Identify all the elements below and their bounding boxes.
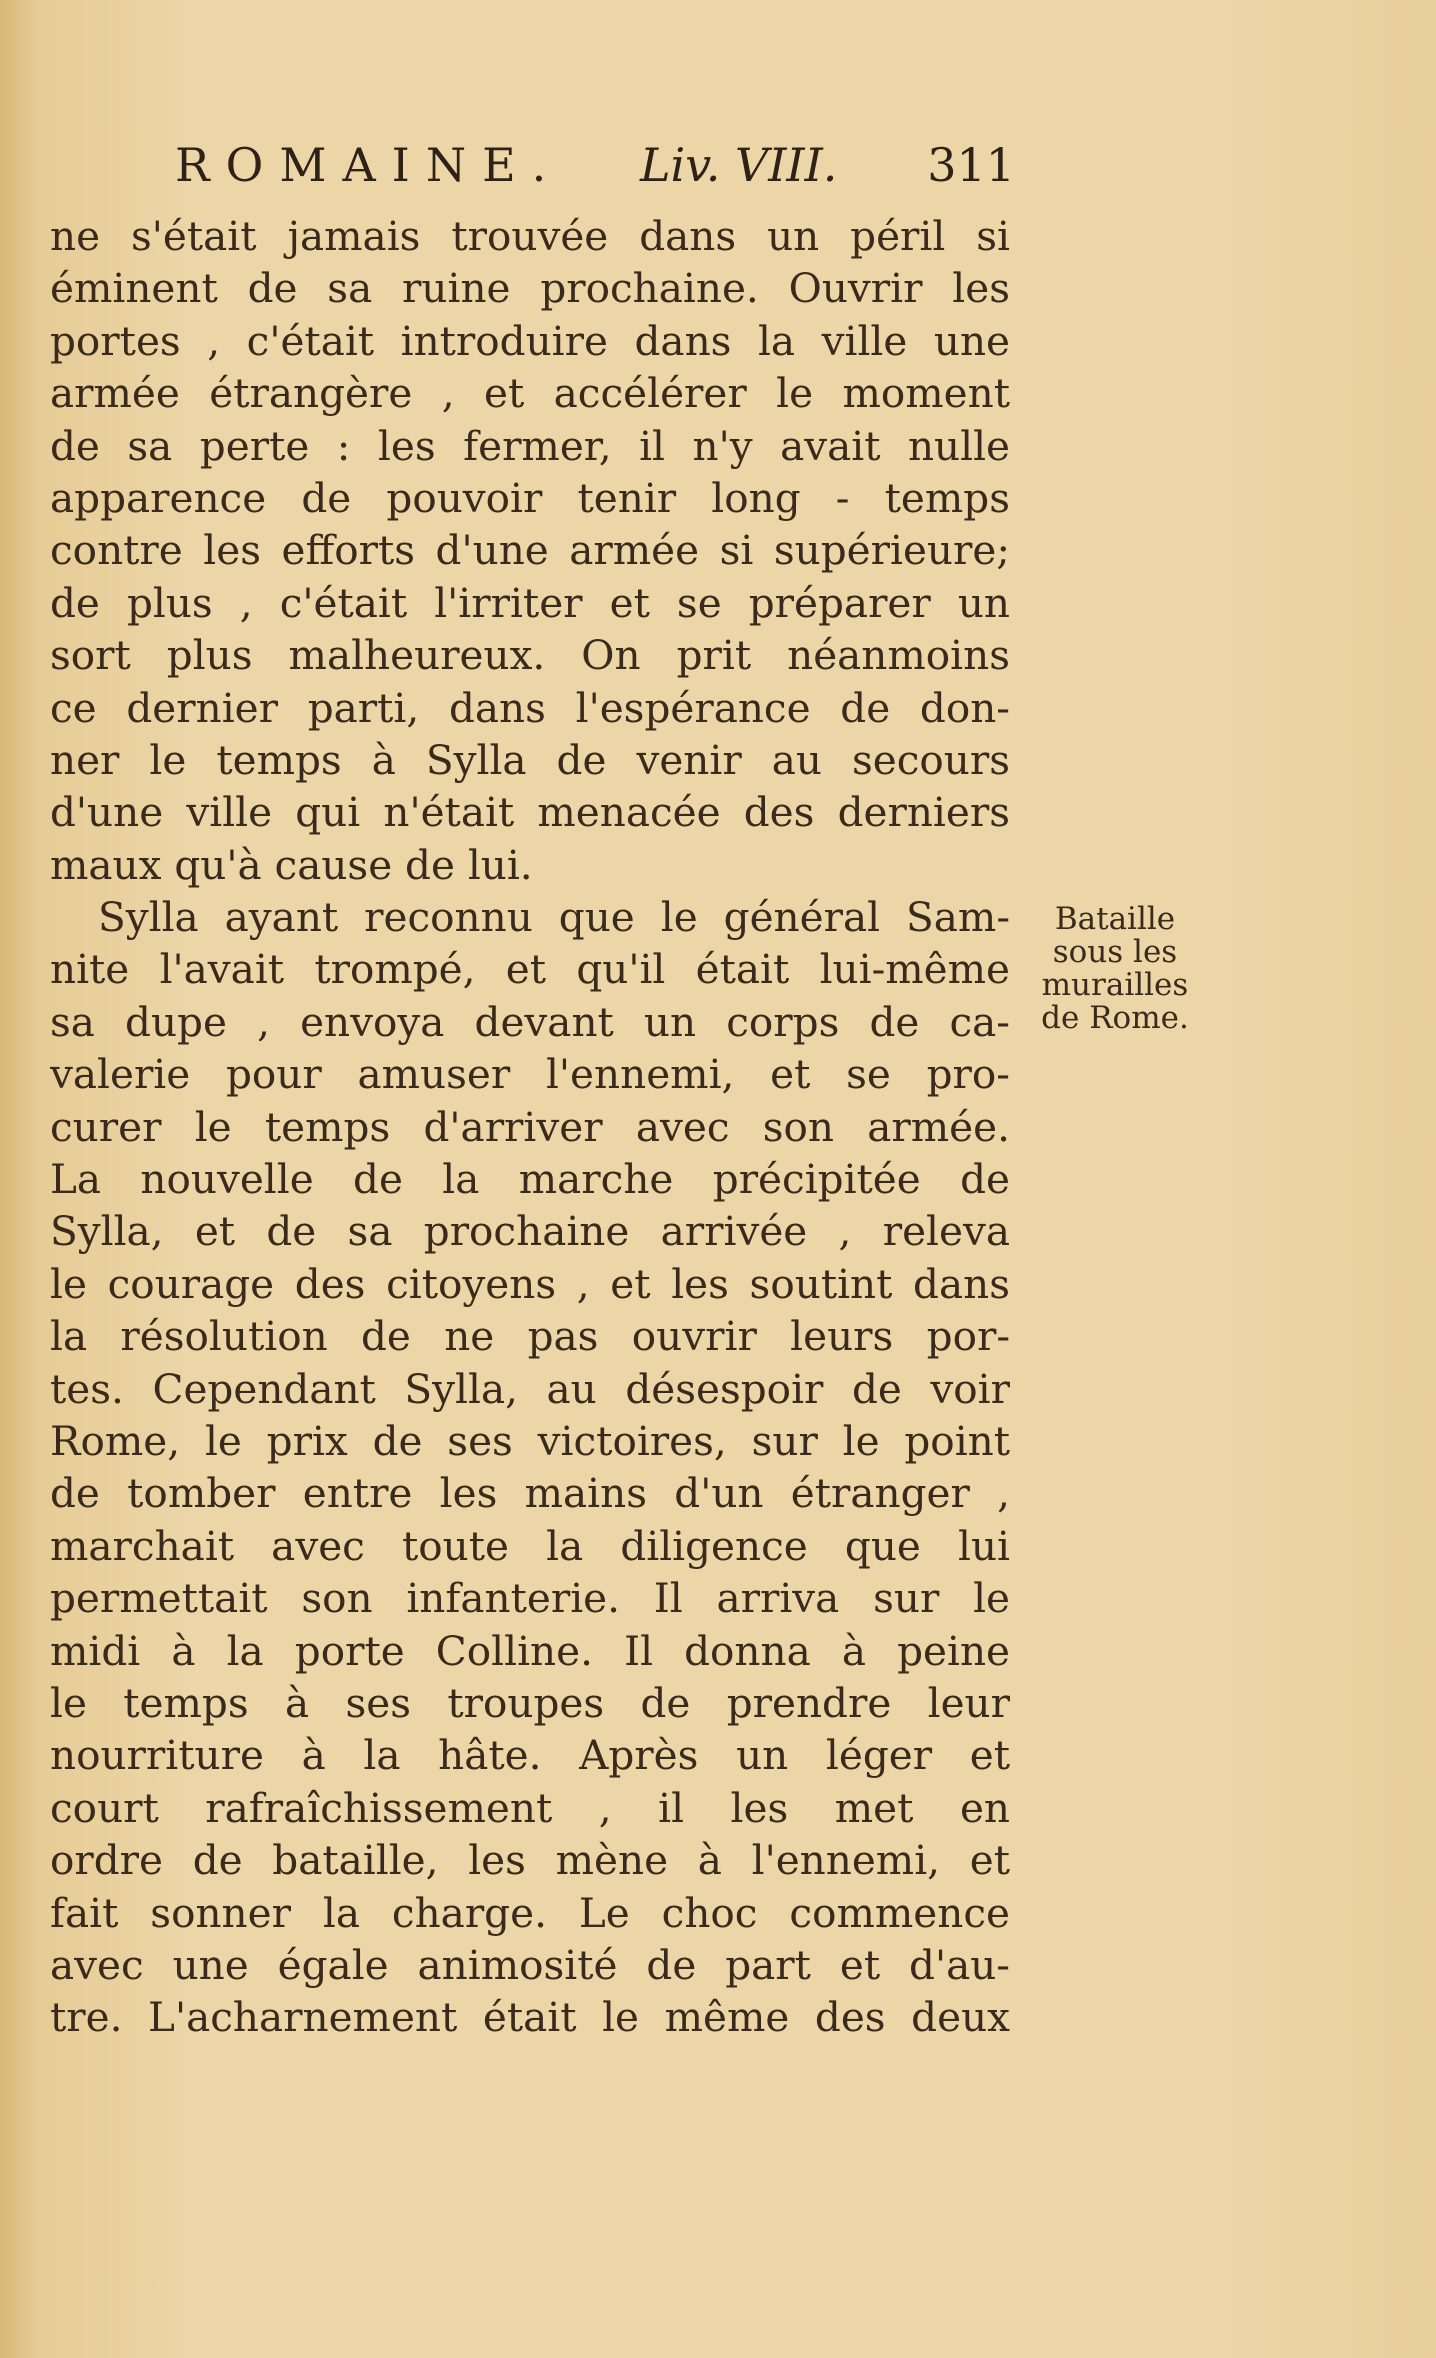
text-line: nite l'avait trompé, et qu'il était lui-même [50, 945, 1010, 994]
text-line: apparence de pouvoir tenir long - temps [50, 473, 1010, 522]
text-line: midi à la porte Colline. Il donna à peine [50, 1626, 1010, 1675]
text-line: tre. L'acharnement était le même des deux [50, 1993, 1010, 2042]
text-line: ner le temps à Sylla de venir au secours [50, 735, 1010, 784]
text-line: curer le temps d'arriver avec son armée. [50, 1102, 1010, 1151]
text-line: de plus , c'était l'irriter et se préparer un [50, 578, 1010, 627]
text-line: court rafraîchissement , il les met en [50, 1783, 1010, 1832]
text-line: éminent de sa ruine prochaine. Ouvrir les [50, 264, 1010, 313]
margin-note-line: sous les [1052, 934, 1178, 970]
text-line: maux qu'à cause de lui. [50, 840, 533, 889]
text-line: nourriture à la hâte. Après un léger et [50, 1731, 1010, 1780]
margin-note-line: de Rome. [1041, 1000, 1189, 1036]
text-line: le courage des citoyens , et les soutint dans [50, 1259, 1010, 1308]
body-text [50, 210, 1010, 2044]
text-line: sa dupe , envoya devant un corps de ca- [50, 997, 1010, 1046]
text-line: armée étrangère , et accélérer le moment [50, 369, 1010, 418]
text-line: Sylla, et de sa prochaine arrivée , releva [50, 1207, 1010, 1256]
header-book: Liv. VIII. [640, 138, 838, 192]
text-line: d'une ville qui n'était menacée des derniers [50, 788, 1010, 837]
text-line: de tomber entre les mains d'un étranger , [50, 1469, 1010, 1518]
text-line: ce dernier parti, dans l'espérance de don- [50, 683, 1010, 732]
text-line: de sa perte : les fermer, il n'y avait nulle [50, 421, 1010, 470]
text-line: portes , c'était introduire dans la ville une [50, 316, 1010, 365]
running-header [175, 135, 1015, 195]
text-line: permettait son infanterie. Il arriva sur le [50, 1574, 1010, 1623]
text-line: ne s'était jamais trouvée dans un péril si [50, 212, 1010, 260]
margin-note-line: Bataille [1054, 901, 1176, 937]
text-line: fait sonner la charge. Le choc commence [50, 1888, 1010, 1937]
text-line: Rome, le prix de ses victoires, sur le point [50, 1416, 1010, 1465]
page-number: 311 [927, 138, 1015, 192]
text-line: contre les efforts d'une armée si supérieure; [50, 526, 1010, 575]
text-line: La nouvelle de la marche précipitée de [50, 1155, 1010, 1204]
text-line: ordre de bataille, les mène à l'ennemi, et [50, 1836, 1010, 1885]
margin-note-line: murailles [1041, 967, 1189, 1003]
text-line: tes. Cependant Sylla, au désespoir de voir [50, 1364, 1010, 1413]
text-line: marchait avec toute la diligence que lui [50, 1521, 1010, 1570]
text-line: sort plus malheureux. On prit néanmoins [50, 631, 1010, 680]
text-line: la résolution de ne pas ouvrir leurs por- [50, 1312, 1010, 1361]
text-line: Sylla ayant reconnu que le général Sam- [98, 893, 1010, 942]
text-line: valerie pour amuser l'ennemi, et se pro- [50, 1050, 1010, 1099]
text-line: avec une égale animosité de part et d'au- [50, 1940, 1010, 1989]
text-line: le temps à ses troupes de prendre leur [50, 1678, 1010, 1727]
margin-note [1035, 903, 1195, 1035]
header-title: ROMAINE. [175, 138, 563, 192]
